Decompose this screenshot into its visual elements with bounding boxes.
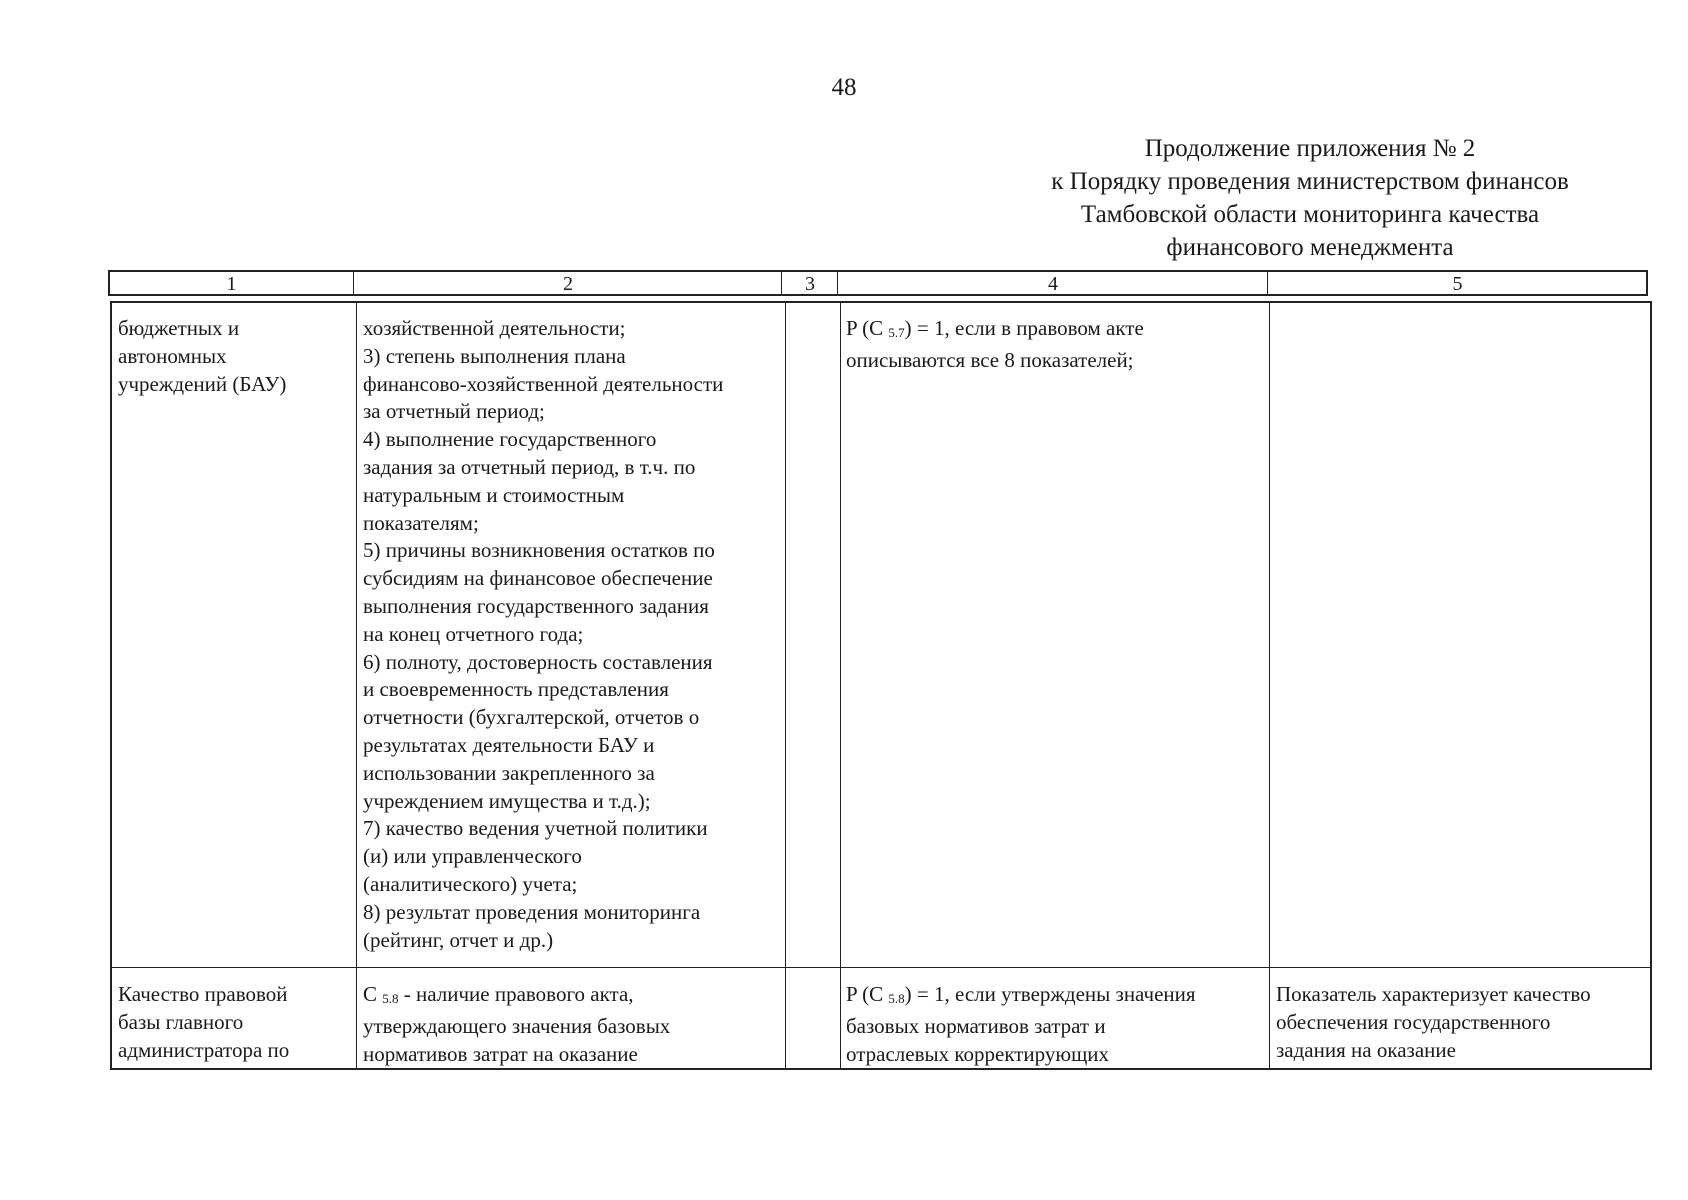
page-number: 48 xyxy=(831,74,857,101)
row2-description xyxy=(363,981,783,1068)
column-number-1: 1 xyxy=(226,273,237,295)
row2-comment: Показатель характеризует качество обеспечения государственного задания на оказание xyxy=(1276,982,1591,1062)
column-divider xyxy=(1269,303,1270,1068)
indicator-code-prefix: C xyxy=(363,982,383,1006)
formula-rest: ) = 1, если в правовом акте описываются все 8 показателей; xyxy=(846,316,1144,372)
row2-indicator-name: Качество правовой базы главного администратора по xyxy=(118,982,290,1062)
row1-calculation xyxy=(846,315,1266,375)
formula-prefix: P (C xyxy=(846,316,889,340)
heading-line-2: к Порядку проведения министерством финансов xyxy=(1051,168,1569,195)
column-divider xyxy=(840,303,841,1068)
heading-line-3: Тамбовской области мониторинга качества xyxy=(1080,201,1540,228)
row1-description: хозяйственной деятельности; 3) степень выполнения плана финансово-хозяйственной деятельности за отчетный период; 4) выполнение государственного задания за отчетный период, в т.ч. по натуральным и стоимостным показателям; 5) причины возникновения остатков по субсидиям на финансовое обеспечение выполнения государственного задания на конец отчетного года; 6) полноту, достоверность составления и своевременность представления отчетности (бухгалтерской, отчетов о результатах деятельности БАУ и использовании закрепленного за учреждением имущества и т.д.); 7) качество ведения учетной политики (и) или управленческого (аналитического) учета; 8) результат проведения мониторинга (рейтинг, отчет и др.) xyxy=(363,316,724,952)
heading-line-1: Продолжение приложения № 2 xyxy=(1144,135,1476,162)
row-divider xyxy=(112,967,1650,968)
row1-indicator-name: бюджетных и автономных учреждений (БАУ) xyxy=(118,316,287,396)
formula-rest: ) = 1, если утверждены значения базовых нормативов затрат и отраслевых корректирующих xyxy=(846,982,1196,1066)
column-divider xyxy=(785,303,786,1068)
indicator-description: - наличие правового акта, утверждающего значения базовых нормативов затрат на оказание xyxy=(363,982,671,1066)
indicator-code-subscript: 5.8 xyxy=(382,991,399,1006)
formula-subscript: 5.8 xyxy=(888,991,905,1006)
heading-line-4: финансового менеджмента xyxy=(1166,234,1454,261)
column-number-header xyxy=(108,270,1648,296)
column-number-3: 3 xyxy=(781,272,838,294)
indicator-table xyxy=(110,301,1652,1070)
column-number-4: 4 xyxy=(837,272,1268,294)
column-number-5: 5 xyxy=(1267,272,1647,294)
column-divider xyxy=(356,303,357,1068)
appendix-heading xyxy=(960,132,1660,264)
formula-subscript: 5.7 xyxy=(888,325,905,340)
row2-calculation xyxy=(846,981,1266,1068)
column-number-2: 2 xyxy=(353,272,782,294)
formula-prefix: P (C xyxy=(846,982,889,1006)
